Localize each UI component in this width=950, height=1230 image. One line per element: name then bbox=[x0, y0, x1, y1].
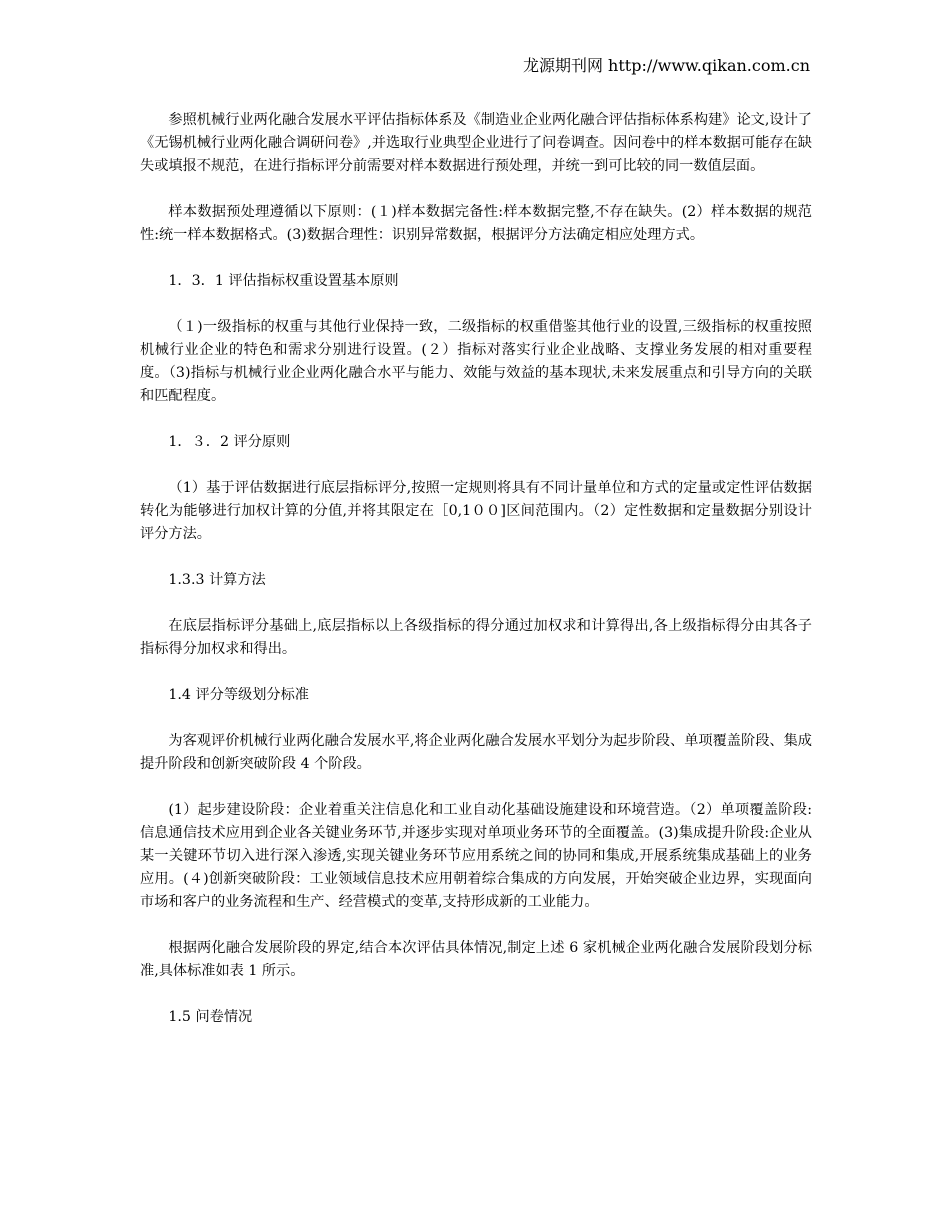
section-heading-1-4: 1.4 评分等级划分标准 bbox=[168, 687, 309, 703]
page-header-source: 龙源期刊网 http://www.qikan.com.cn bbox=[522, 56, 810, 75]
section-heading-1-3-3: 1.3.3 计算方法 bbox=[168, 572, 266, 588]
paragraph-stage-definitions: (1）起步建设阶段：企业着重关注信息化和工业自动化基础设施建设和环境营造。（2）单项覆盖阶段:信息通信技术应用到企业各关键业务环节,并逐步实现对单项业务环节的全面覆盖。(3)集成提升阶段:企业从某一关键环节切入进行深入渗透,实现关键业务环节应用系统之间的协同和集成,开展系统集成基础上的业务应用。(４)创新突破阶段：工业领域信息技术应用朝着综合集成的方向发展，开始突破企业边界，实现面向市场和客户的业务流程和生产、经营模式的变革,支持形成新的工业能力。 bbox=[140, 802, 812, 910]
paragraph-stage-overview: 为客观评价机械行业两化融合发展水平,将企业两化融合发展水平划分为起步阶段、单项覆盖阶段、集成提升阶段和创新突破阶段 4 个阶段。 bbox=[140, 733, 812, 772]
section-heading-1-3-2: 1．３．2 评分原则 bbox=[168, 434, 291, 450]
article-body bbox=[140, 109, 812, 1052]
paragraph-weight-principles: （１)一级指标的权重与其他行业保持一致，二级指标的权重借鉴其他行业的设置,三级指标的权重按照机械行业企业的特色和需求分别进行设置。(２）指标对落实行业企业战略、支撑业务发展的相对重要程度。（3)指标与机械行业企业两化融合水平与能力、效能与效益的基本现状,未来发展重点和引导方向的关联和匹配程度。 bbox=[140, 319, 812, 404]
section-heading-1-3-1: 1．3．1 评估指标权重设置基本原则 bbox=[168, 273, 399, 289]
paragraph-scoring-principles: （1）基于评估数据进行底层指标评分,按照一定规则将具有不同计量单位和方式的定量或定性评估数据转化为能够进行加权计算的分值,并将其限定在［0,1００]区间范围内。（2）定性数据和定量数据分别设计评分方法。 bbox=[140, 480, 812, 542]
section-heading-1-5: 1.5 问卷情况 bbox=[168, 1009, 253, 1025]
paragraph-calculation-method: 在底层指标评分基础上,底层指标以上各级指标的得分通过加权求和计算得出,各上级指标得分由其各子指标得分加权求和得出。 bbox=[140, 618, 812, 657]
paragraph-questionnaire-design: 参照机械行业两化融合发展水平评估指标体系及《制造业企业两化融合评估指标体系构建》论文,设计了《无锡机械行业两化融合调研问卷》,并选取行业典型企业进行了问卷调查。因问卷中的样本数据可能存在缺失或填报不规范，在进行指标评分前需要对样本数据进行预处理，并统一到可比较的同一数值层面。 bbox=[140, 112, 812, 174]
paragraph-preprocessing-principles: 样本数据预处理遵循以下原则：(１)样本数据完备性:样本数据完整,不存在缺失。(2）样本数据的规范性:统一样本数据格式。(3)数据合理性：识别异常数据，根据评分方法确定相应处理方式。 bbox=[140, 204, 812, 243]
paragraph-standard-table-ref: 根据两化融合发展阶段的界定,结合本次评估具体情况,制定上述 6 家机械企业两化融合发展阶段划分标准,具体标准如表 1 所示。 bbox=[140, 940, 812, 979]
